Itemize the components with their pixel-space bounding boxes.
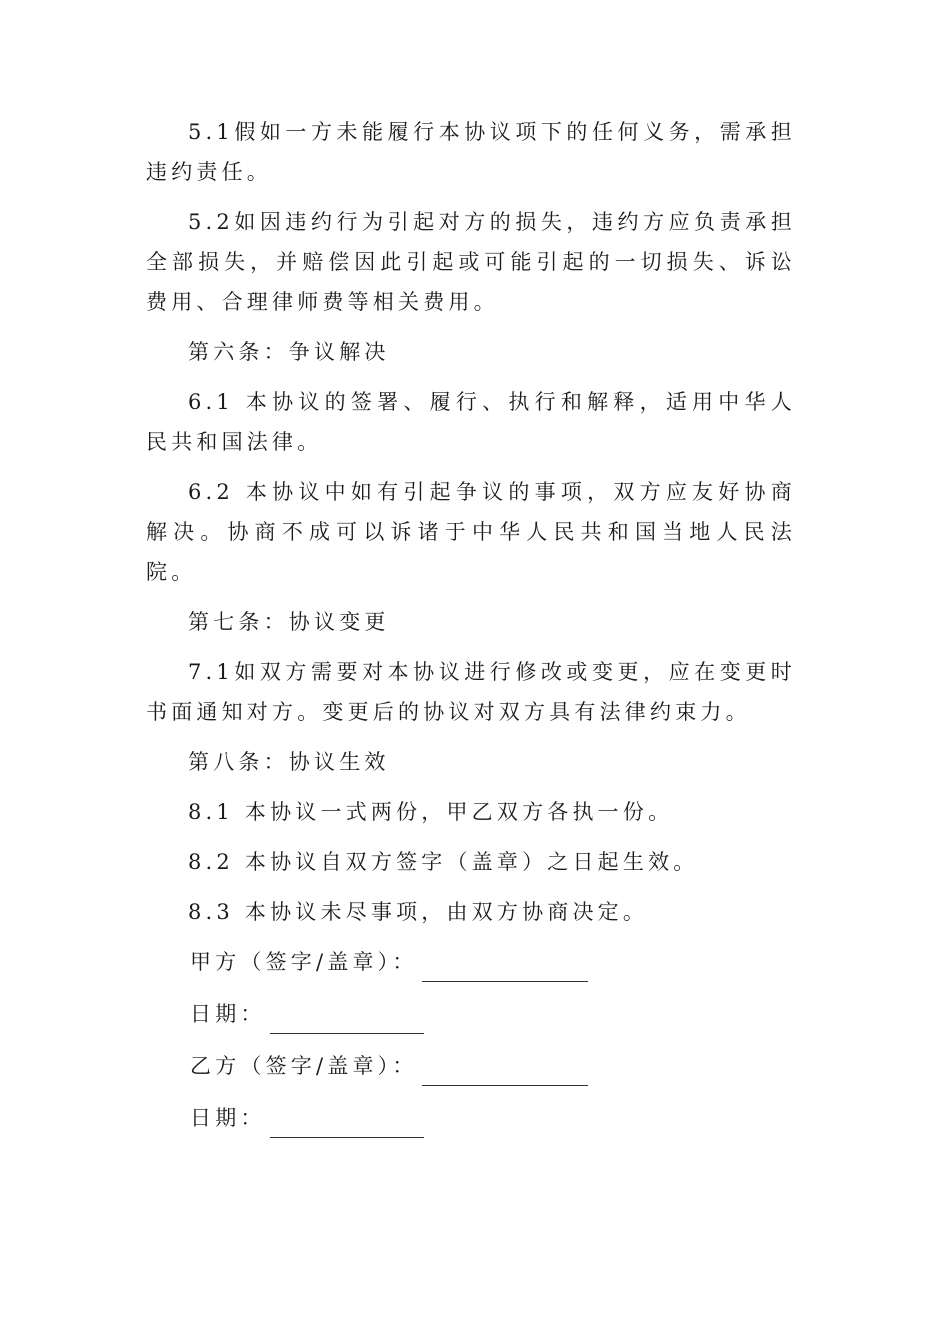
party-b-signature-line [422,1057,588,1086]
document-page [146,112,796,1150]
clause-6-2: 6.2 本协议中如有引起争议的事项，双方应友好协商解决。协商不成可以诉诸于中华人民共和国当地人民法院。 [146,480,796,584]
date-a-line [270,1005,424,1034]
section-heading-7: 第七条：协议变更 [188,610,390,634]
clause-6-1: 6.1 本协议的签署、履行、执行和解释，适用中华人民共和国法律。 [146,390,796,454]
party-a-signature-line [422,953,588,982]
section-heading-6: 第六条：争议解决 [188,340,390,364]
date-b-line [270,1109,424,1138]
party-b-date [190,1098,796,1138]
clause-8-1: 8.1 本协议一式两份，甲乙双方各执一份。 [188,800,674,824]
date-b-label: 日期： [190,1106,266,1130]
party-a-signature [190,942,796,982]
date-a-label: 日期： [190,1002,266,1026]
party-a-date [190,994,796,1034]
clause-8-3: 8.3 本协议未尽事项，由双方协商决定。 [188,900,649,924]
party-b-label: 乙方（签字/盖章）： [190,1054,418,1078]
party-a-label: 甲方（签字/盖章）： [190,950,418,974]
clause-5-1: 5.1假如一方未能履行本协议项下的任何义务，需承担违约责任。 [146,120,796,184]
clause-7-1: 7.1如双方需要对本协议进行修改或变更，应在变更时书面通知对方。变更后的协议对双方具有法律约束力。 [146,660,796,724]
clause-5-2: 5.2如因违约行为引起对方的损失，违约方应负责承担全部损失，并赔偿因此引起或可能引起的一切损失、诉讼费用、合理律师费等相关费用。 [146,210,796,314]
section-heading-8: 第八条：协议生效 [188,750,390,774]
party-b-signature [190,1046,796,1086]
clause-8-2: 8.2 本协议自双方签字（盖章）之日起生效。 [188,850,699,874]
